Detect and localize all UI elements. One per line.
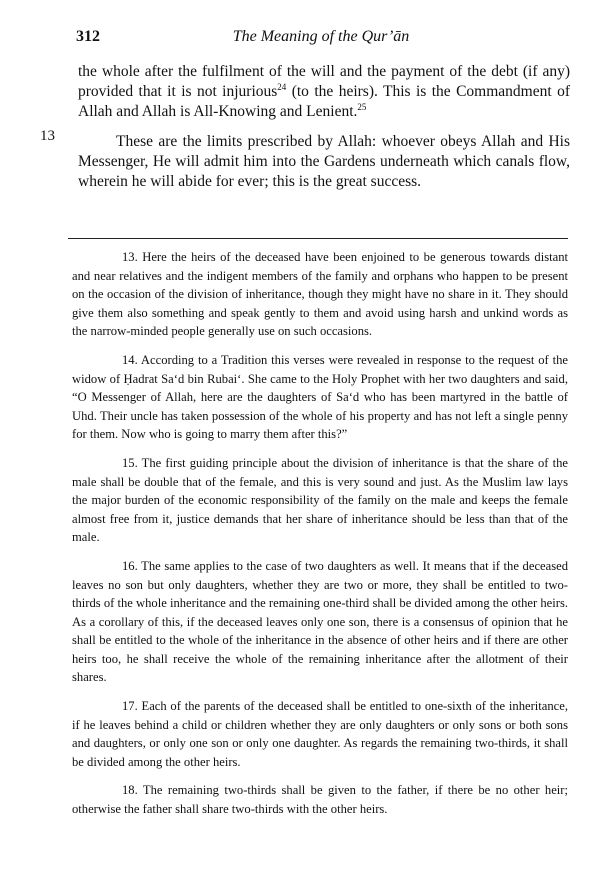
footnotes — [72, 248, 568, 829]
verse-text: (to the heirs). This is the Commandment of Allah and Allah is All-Knowing and Lenient. — [78, 83, 570, 120]
footnote-13: 13. Here the heirs of the deceased have been enjoined to be generous towards distant and near relatives and the indigent members of the family and orphans who happen to be present on the occasion of the division of inheritance, though they might have no share in it. They should give them also something and speak gently to them and avoid using harsh and unkind words as the narrow-minded people generally use on such occasions. — [72, 250, 568, 339]
verse-12-continued — [78, 62, 570, 122]
verse-number: 13 — [40, 128, 55, 144]
running-title: The Meaning of the Qur’ān — [232, 28, 410, 45]
footnote-14: 14. According to a Tradition this verses were revealed in response to the request of the widow of Ḥadrat Sa‘d bin Rubai‘. She came to the Holy Prophet with her two daughters and said, “O Messenger of Allah, here are the daughters of Sa‘d who has been martyred in the battle of Uhd. Their uncle has taken possession of the whole of his property and has not left a single penny for them. Now who is going to marry them after this?” — [72, 352, 568, 442]
footnote-17: 17. Each of the parents of the deceased shall be entitled to one-sixth of the inheritance, if he leaves behind a child or children whether they are only daughters or only sons or both sons and daughters, or only one son or only one daughter. As regards the remaining two-thirds, it shall be divided among the other heirs. — [72, 699, 568, 769]
footnote-ref-25: 25 — [357, 101, 367, 112]
verse-13: These are the limits prescribed by Allah: whoever obeys Allah and His Messenger, He will admit him into the Gardens underneath which canals flow, wherein he will abide for ever; this is the great success. — [78, 133, 570, 190]
footnote-18: 18. The remaining two-thirds shall be given to the father, if there be no other heir; otherwise the father shall share two-thirds with the other heirs. — [72, 783, 568, 817]
page-header — [76, 28, 566, 50]
page-number: 312 — [76, 28, 100, 45]
footnote-ref-24: 24 — [277, 81, 287, 92]
verse-text: the whole after the fulfilment of the will and the payment of the debt (if any) provided that it is not injurious — [78, 63, 570, 100]
footnote-divider — [68, 238, 568, 239]
footnote-16: 16. The same applies to the case of two daughters as well. It means that if the deceased leaves no son but only daughters, whether they are two or more, they shall be entitled to two-thirds of the whole inheritance and the remaining one-third shall be divided among the other heirs. As a corollary of this, if the deceased leaves only one son, there is a consensus of opinion that he shall be entitled to the whole of the inheritance in the absence of other heirs and if there are other heirs too, he shall receive the whole of the remaining inheritance after the allotment of their shares. — [72, 558, 568, 685]
footnote-15: 15. The first guiding principle about the division of inheritance is that the share of the male shall be double that of the female, and this is very sound and just. As the Muslim law lays the major burden of the economic responsibility of the family on the male and keeps the female almost free from it, justice demands that her share of inheritance should be less than that of the male. — [72, 455, 568, 545]
